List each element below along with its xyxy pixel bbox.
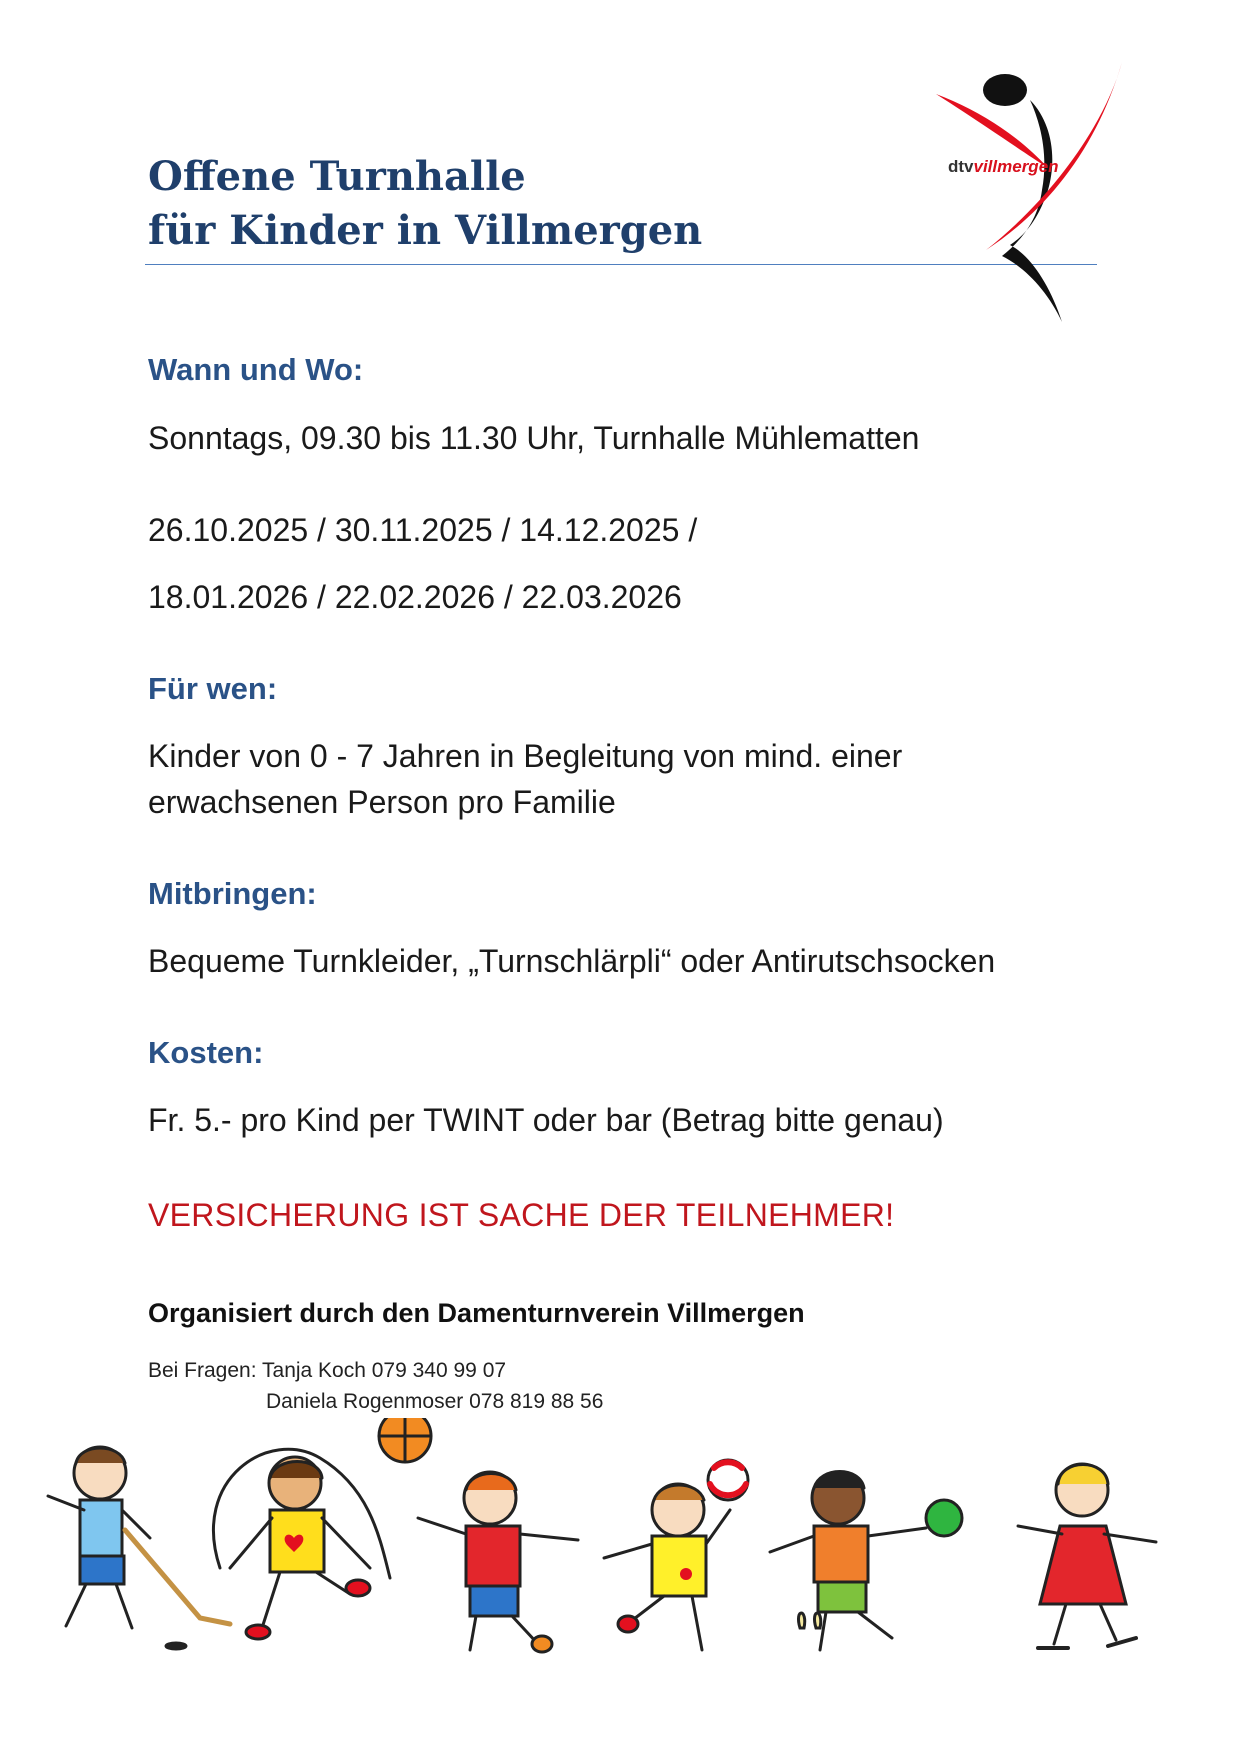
section-costs-text: Fr. 5.- pro Kind per TWINT oder bar (Betrag bitte genau) <box>148 1102 944 1138</box>
kid-bowling <box>770 1472 962 1651</box>
section-bring-text: Bequeme Turnkleider, „Turnschlärpli“ oder Antirutschsocken <box>148 943 996 979</box>
section-when-heading: Wann und Wo: <box>148 352 364 387</box>
kid-hockey <box>48 1447 230 1649</box>
section-for-whom-line-2: erwachsenen Person pro Familie <box>148 784 616 820</box>
dates-line-1: 26.10.2025 / 30.11.2025 / 14.12.2025 / <box>148 512 698 548</box>
contact-line-2: Daniela Rogenmoser 078 819 88 56 <box>266 1390 604 1413</box>
title-line-1: Offene Turnhalle <box>148 153 526 200</box>
logo-text-dtv: dtv <box>948 157 974 176</box>
dates-line-2: 18.01.2026 / 22.02.2026 / 22.03.2026 <box>148 579 682 615</box>
insurance-warning: VERSICHERUNG IST SACHE DER TEILNEHMER! <box>148 1197 895 1233</box>
kid-skates <box>1018 1464 1156 1648</box>
dtv-villmergen-logo <box>930 60 1190 325</box>
section-for-whom-heading: Für wen: <box>148 671 278 706</box>
kid-basketball <box>379 1418 578 1652</box>
section-for-whom-line-1: Kinder von 0 - 7 Jahren in Begleitung von mind. einer <box>148 738 903 774</box>
children-illustration <box>30 1418 1220 1658</box>
kid-ball <box>604 1460 748 1650</box>
kid-jumprope <box>213 1449 390 1639</box>
section-bring-heading: Mitbringen: <box>148 876 317 911</box>
logo-wordmark <box>948 157 1059 176</box>
section-costs-heading: Kosten: <box>148 1035 264 1070</box>
logo-figure-head <box>983 74 1027 106</box>
title-line-2: für Kinder in Villmergen <box>148 207 703 254</box>
section-when-text: Sonntags, 09.30 bis 11.30 Uhr, Turnhalle Mühlematten <box>148 420 920 456</box>
organizer-line: Organisiert durch den Damenturnverein Villmergen <box>148 1298 805 1328</box>
page-title <box>148 150 702 258</box>
contact-line-1: Bei Fragen: Tanja Koch 079 340 99 07 <box>148 1359 507 1382</box>
contact-info <box>148 1355 603 1417</box>
logo-text-villmergen: villmergen <box>973 157 1059 176</box>
